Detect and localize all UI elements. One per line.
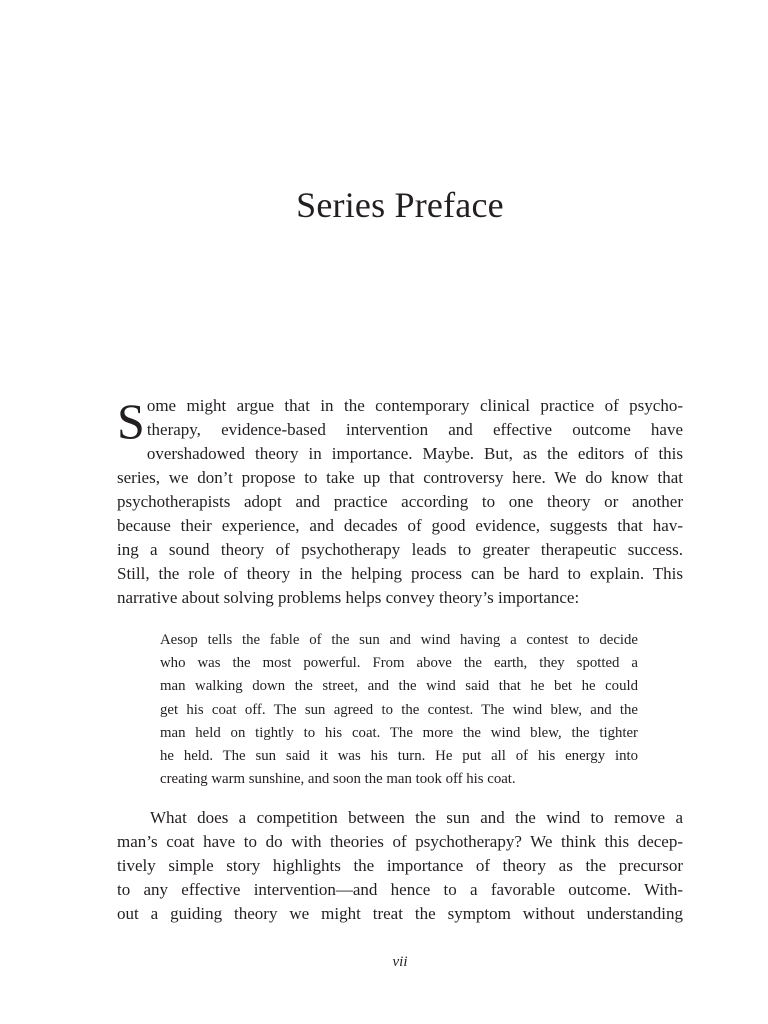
paragraph-line: to any effective intervention—and hence to a favorable outcome. With- [117,880,683,900]
paragraph-line: because their experience, and decades of good evidence, suggests that hav- [117,516,683,535]
body-text [117,394,683,926]
page-title: Series Preface [296,185,504,225]
drop-cap: S [117,393,145,449]
page-number: vii [392,954,408,970]
quote-line: he held. The sun said it was his turn. He put all of his energy into [160,748,638,765]
paragraph-line: narrative about solving problems helps convey theory’s importance: [117,588,580,607]
paragraph-line: therapy, evidence-based intervention and effective outcome have [146,420,683,439]
paragraph-line: ing a sound theory of psychotherapy leads to greater therapeutic success. [117,540,683,559]
paragraph-line: ome might argue that in the contemporary clinical practice of psycho- [146,396,683,415]
paragraph-line: man’s coat have to do with theories of psychotherapy? We think this decep- [117,832,683,852]
quote-line: creating warm sunshine, and soon the man took off his coat. [160,771,516,788]
paragraph-line: series, we don’t propose to take up that controversy here. We do know that [117,468,683,487]
quote-line: man held on tightly to his coat. The more the wind blew, the tighter [160,724,638,741]
paragraph-line: psychotherapists adopt and practice according to one theory or another [117,492,683,511]
paragraph-2 [117,806,683,926]
paragraph-1 [117,394,683,610]
paragraph-line: What does a competition between the sun and the wind to remove a [150,808,683,828]
paragraph-line: Still, the role of theory in the helping process can be hard to explain. This [117,564,683,583]
paragraph-line: out a guiding theory we might treat the symptom without understanding [117,904,683,924]
paragraph-line: tively simple story highlights the importance of theory as the precursor [117,856,683,876]
quote-line: man walking down the street, and the wind said that he bet he could [160,678,638,695]
block-quote [160,629,638,791]
quote-line: Aesop tells the fable of the sun and wind having a contest to decide [160,632,638,648]
paragraph-line: overshadowed theory in importance. Maybe. But, as the editors of this [146,444,683,463]
quote-line: get his coat off. The sun agreed to the contest. The wind blew, and the [160,701,638,718]
quote-line: who was the most powerful. From above the earth, they spotted a [160,655,638,672]
